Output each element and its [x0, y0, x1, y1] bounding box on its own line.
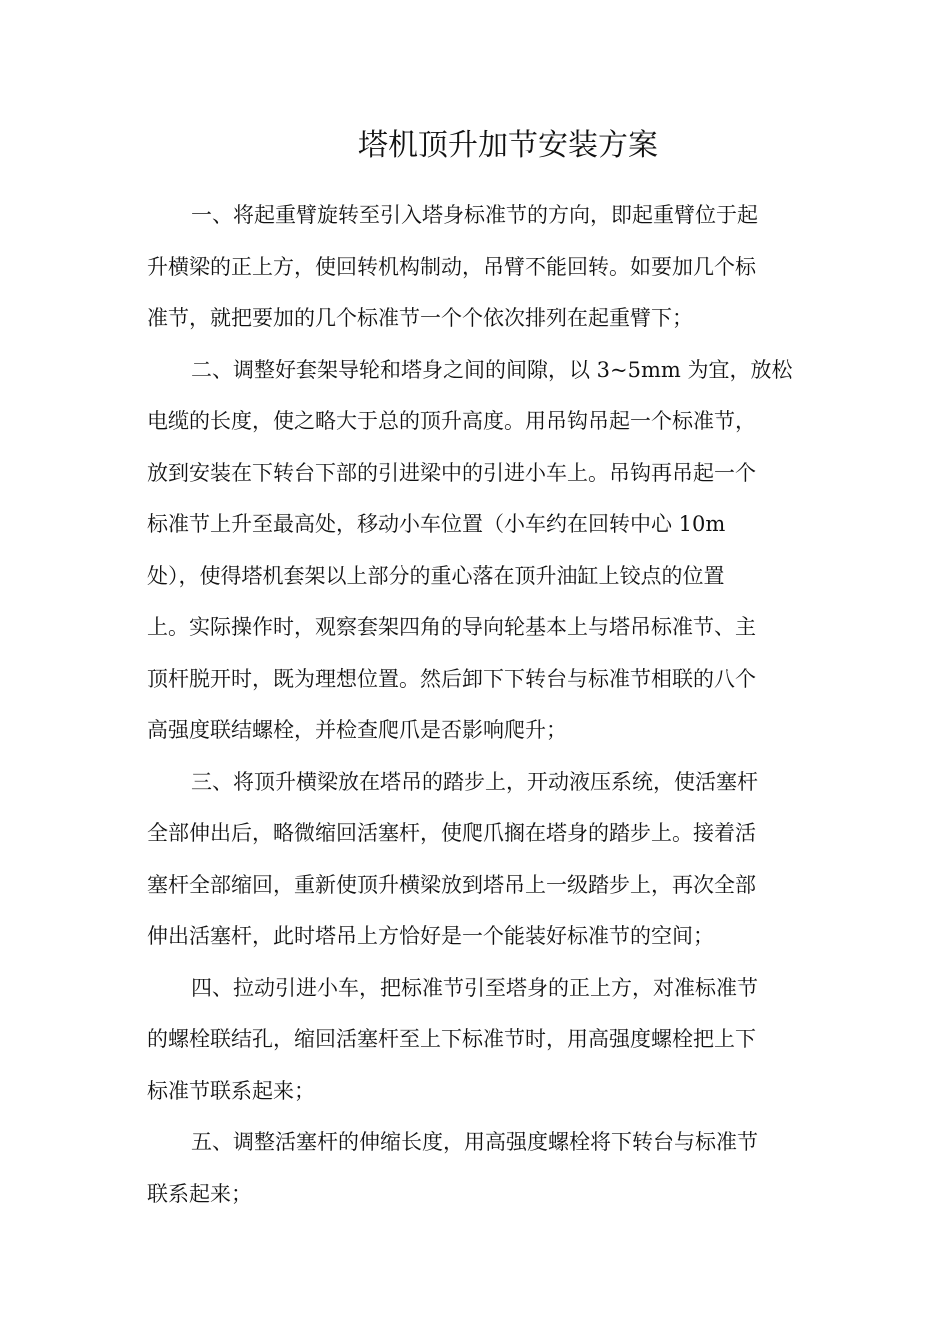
- paragraph-4-line-3: 标准节联系起来；: [147, 1078, 315, 1103]
- paragraph-1-line-1: 一、将起重臂旋转至引入塔身标准节的方向，即起重臂位于起: [191, 203, 758, 227]
- paragraph-3-line-2: 全部伸出后，略微缩回活塞杆，使爬爪搁在塔身的踏步上。接着活: [147, 821, 756, 845]
- paragraph-2-line-1: 二、调整好套架导轮和塔身之间的间隙，以 3~5mm 为宜，放松: [191, 357, 793, 382]
- paragraph-5-line-2: 联系起来；: [147, 1181, 252, 1206]
- paragraph-5-line-1: 五、调整活塞杆的伸缩长度，用高强度螺栓将下转台与标准节: [191, 1130, 758, 1154]
- paragraph-3-line-1: 三、将顶升横梁放在塔吊的踏步上，开动液压系统，使活塞杆: [191, 769, 758, 794]
- paragraph-2-line-2: 电缆的长度，使之略大于总的顶升高度。用吊钩吊起一个标准节，: [147, 409, 756, 433]
- paragraph-1-line-2: 升横梁的正上方，使回转机构制动，吊臂不能回转。如要加几个标: [147, 254, 756, 279]
- paragraph-1-line-3: 准节，就把要加的几个标准节一个个依次排列在起重臂下；: [147, 306, 693, 330]
- paragraph-2-line-8: 高强度联结螺栓，并检查爬爪是否影响爬升；: [147, 718, 567, 742]
- paragraph-4-line-1: 四、拉动引进小车，把标准节引至塔身的正上方，对准标准节: [191, 975, 758, 1000]
- document-body: [147, 190, 807, 1220]
- paragraph-3-line-4: 伸出活塞杆，此时塔吊上方恰好是一个能装好标准节的空间；: [147, 924, 714, 948]
- paragraph-3-line-3: 塞杆全部缩回，重新使顶升横梁放到塔吊上一级踏步上，再次全部: [147, 872, 756, 897]
- paragraph-4-line-2: 的螺栓联结孔，缩回活塞杆至上下标准节时，用高强度螺栓把上下: [147, 1027, 756, 1051]
- paragraph-2-line-4: 标准节上升至最高处，移动小车位置（小车约在回转中心 10m: [147, 512, 726, 536]
- paragraph-2-line-7: 顶杆脱开时，既为理想位置。然后卸下下转台与标准节相联的八个: [147, 666, 756, 691]
- paragraph-2-line-5: 处），使得塔机套架以上部分的重心落在顶升油缸上铰点的位置: [147, 563, 725, 588]
- paragraph-2-line-3: 放到安装在下转台下部的引进梁中的引进小车上。吊钩再吊起一个: [147, 460, 756, 485]
- paragraph-2-line-6: 上。实际操作时，观察套架四角的导向轮基本上与塔吊标准节、主: [147, 615, 756, 639]
- document-title: 塔机顶升加节安装方案: [358, 128, 658, 163]
